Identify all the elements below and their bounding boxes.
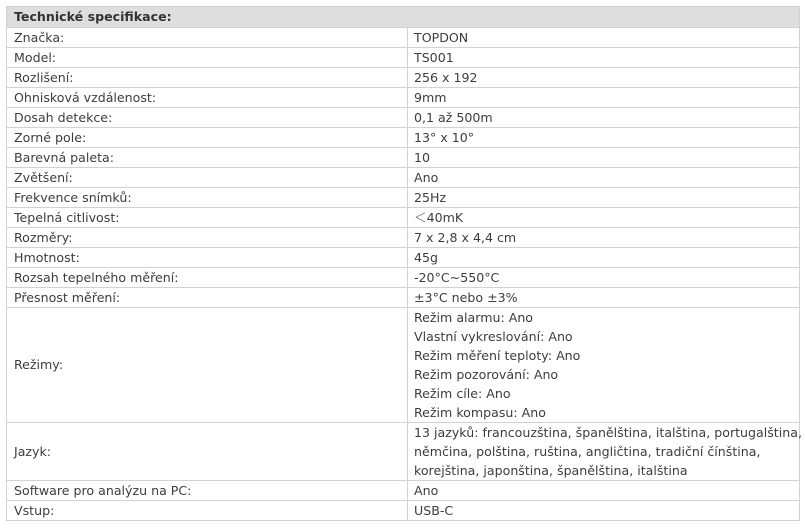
spec-row xyxy=(7,148,800,168)
spec-label: Rozměry: xyxy=(7,228,408,248)
modes-line: Režim měření teploty: Ano xyxy=(414,348,581,363)
specifications-title: Technické specifikace: xyxy=(7,7,800,28)
modes-line: Vlastní vykreslování: Ano xyxy=(414,329,573,344)
spec-label: Barevná paleta: xyxy=(7,148,408,168)
spec-value: 45g xyxy=(408,248,800,268)
spec-value: 9mm xyxy=(408,88,800,108)
spec-value: ＜40mK xyxy=(408,208,800,228)
modes-line: Režim pozorování: Ano xyxy=(414,367,559,382)
spec-label: Zorné pole: xyxy=(7,128,408,148)
spec-value: -20°C~550°C xyxy=(408,268,800,288)
spec-row xyxy=(7,48,800,68)
spec-row xyxy=(7,28,800,48)
spec-value: USB-C xyxy=(408,501,800,521)
spec-value: 25Hz xyxy=(408,188,800,208)
spec-label: Značka: xyxy=(7,28,408,48)
modes-line: Režim cíle: Ano xyxy=(414,386,511,401)
spec-value: Ano xyxy=(408,481,800,501)
spec-label: Model: xyxy=(7,48,408,68)
spec-row xyxy=(7,501,800,521)
spec-label: Software pro analýzu na PC: xyxy=(7,481,408,501)
spec-row xyxy=(7,288,800,308)
spec-value: TS001 xyxy=(408,48,800,68)
spec-row xyxy=(7,168,800,188)
spec-label: Přesnost měření: xyxy=(7,288,408,308)
spec-label: Hmotnost: xyxy=(7,248,408,268)
spec-value: TOPDON xyxy=(408,28,800,48)
spec-value: Ano xyxy=(408,168,800,188)
spec-row xyxy=(7,108,800,128)
spec-value: 10 xyxy=(408,148,800,168)
language-line: němčina, polština, ruština, angličtina, tradiční čínština, xyxy=(414,444,761,459)
spec-label: Vstup: xyxy=(7,501,408,521)
spec-label: Dosah detekce: xyxy=(7,108,408,128)
spec-row xyxy=(7,228,800,248)
modes-values xyxy=(408,308,800,423)
language-line: korejština, japonština, španělština, italština xyxy=(414,463,688,478)
spec-value: 7 x 2,8 x 4,4 cm xyxy=(408,228,800,248)
spec-value: 256 x 192 xyxy=(408,68,800,88)
modes-label: Režimy: xyxy=(7,308,408,423)
spec-row xyxy=(7,481,800,501)
specifications-header-row xyxy=(7,7,800,28)
spec-label: Rozsah tepelného měření: xyxy=(7,268,408,288)
language-line: 13 jazyků: francouzština, španělština, italština, portugalština, xyxy=(414,425,802,440)
spec-value: 0,1 až 500m xyxy=(408,108,800,128)
spec-label: Tepelná citlivost: xyxy=(7,208,408,228)
spec-row xyxy=(7,88,800,108)
spec-label: Ohnisková vzdálenost: xyxy=(7,88,408,108)
modes-line: Režim kompasu: Ano xyxy=(414,405,546,420)
spec-row xyxy=(7,188,800,208)
language-row xyxy=(7,423,800,481)
spec-row xyxy=(7,68,800,88)
spec-row xyxy=(7,128,800,148)
spec-value: ±3°C nebo ±3% xyxy=(408,288,800,308)
language-label: Jazyk: xyxy=(7,423,408,481)
modes-row xyxy=(7,308,800,423)
spec-row xyxy=(7,208,800,228)
spec-label: Rozlišení: xyxy=(7,68,408,88)
spec-label: Zvětšení: xyxy=(7,168,408,188)
specifications-table xyxy=(6,6,800,521)
language-values xyxy=(408,423,800,481)
spec-row xyxy=(7,268,800,288)
spec-row xyxy=(7,248,800,268)
spec-label: Frekvence snímků: xyxy=(7,188,408,208)
modes-line: Režim alarmu: Ano xyxy=(414,310,534,325)
spec-value: 13° x 10° xyxy=(408,128,800,148)
